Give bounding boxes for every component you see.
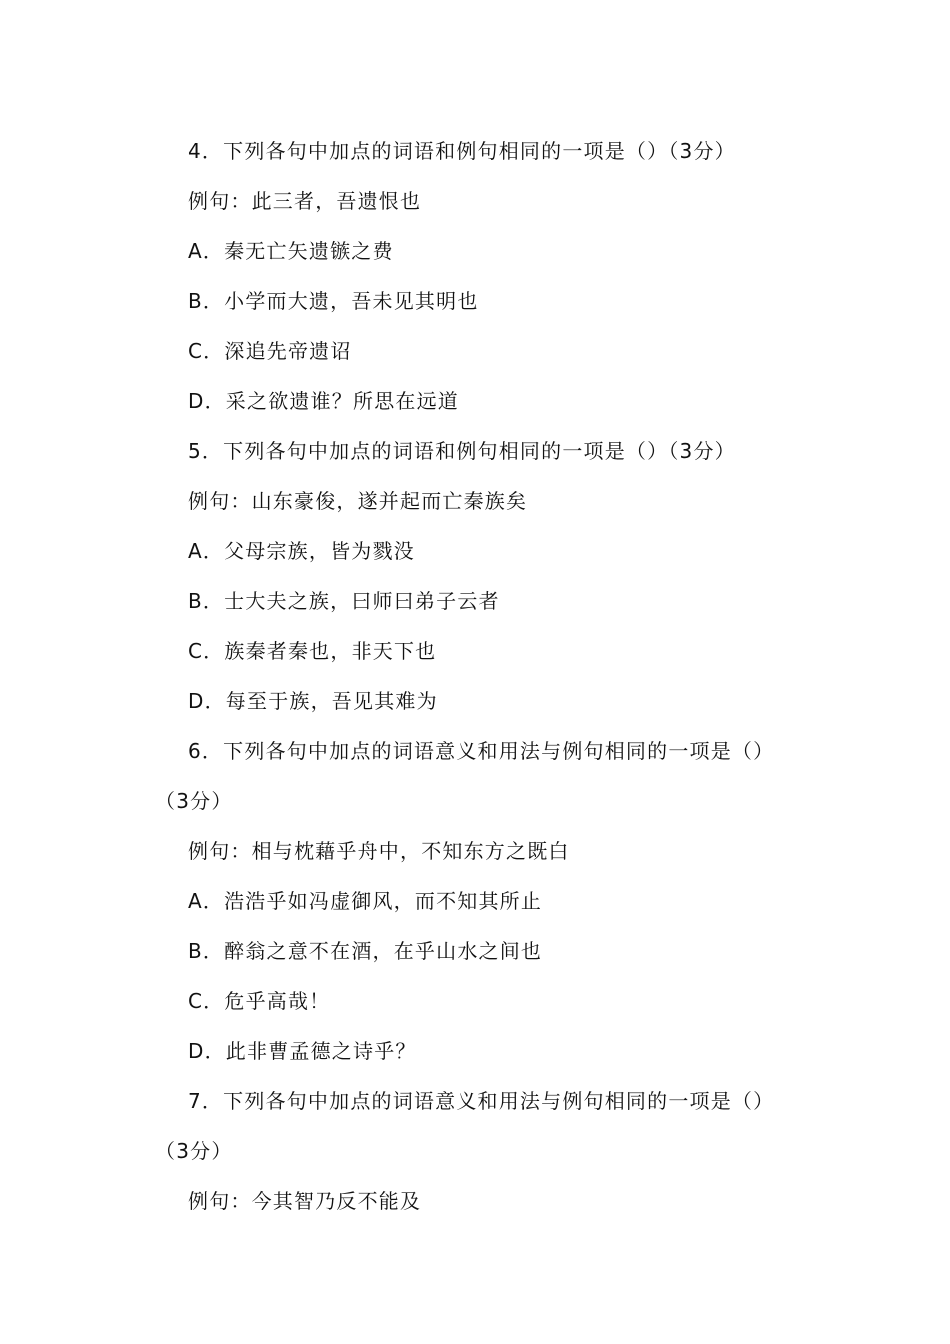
question-5-option-c: C．族秦者秦也，非天下也: [188, 639, 437, 663]
question-7-stem: 7．下列各句中加点的词语意义和用法与例句相同的一项是（）: [188, 1089, 775, 1113]
question-4-option-d: D．采之欲遗谁？所思在远道: [188, 389, 460, 413]
question-7-example: 例句：今其智乃反不能及: [188, 1189, 422, 1213]
question-4-stem: 4．下列各句中加点的词语和例句相同的一项是（）（3分）: [188, 139, 736, 163]
question-5-option-d: D．每至于族，吾见其难为: [188, 689, 438, 713]
document-body: [155, 133, 805, 1233]
question-4-example: 例句：此三者，吾遗恨也: [188, 189, 422, 213]
question-6-option-d: D．此非曹孟德之诗乎？: [188, 1039, 417, 1063]
question-6-stem: 6．下列各句中加点的词语意义和用法与例句相同的一项是（）: [188, 739, 775, 763]
question-7-score: （3分）: [155, 1139, 233, 1163]
question-5-option-a: A．父母宗族，皆为戮没: [188, 539, 415, 563]
question-6-option-b: B．醉翁之意不在酒，在乎山水之间也: [188, 939, 543, 963]
question-5-stem: 5．下列各句中加点的词语和例句相同的一项是（）（3分）: [188, 439, 736, 463]
question-5-example: 例句：山东豪俊，遂并起而亡秦族矣: [188, 489, 528, 513]
question-4-option-b: B．小学而大遗，吾未见其明也: [188, 289, 479, 313]
question-6-example: 例句：相与枕藉乎舟中，不知东方之既白: [188, 839, 570, 863]
question-4-option-a: A．秦无亡矢遗镞之费: [188, 239, 394, 263]
question-6-option-a: A．浩浩乎如冯虚御风，而不知其所止: [188, 889, 543, 913]
question-6-score: （3分）: [155, 789, 233, 813]
question-4-option-c: C．深追先帝遗诏: [188, 339, 352, 363]
question-5-option-b: B．士大夫之族，曰师曰弟子云者: [188, 589, 500, 613]
question-6-option-c: C．危乎高哉！: [188, 989, 331, 1013]
